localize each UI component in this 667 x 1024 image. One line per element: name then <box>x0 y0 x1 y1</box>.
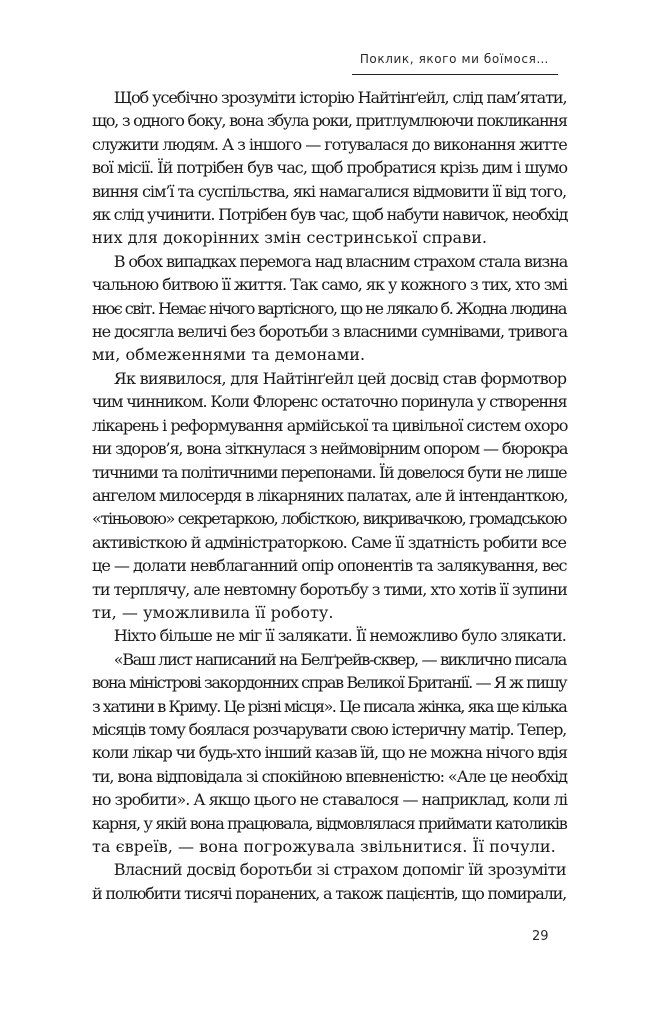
text-line: коли лікар чи будь-хто інший казав їй, що не можна нічого вдія <box>92 743 567 763</box>
text-line: «Ваш лист написаний на Белґрейв-сквер, — виклично писала <box>113 649 566 669</box>
text-line: вої місії. Їй потрібен був час, щоб пробратися крізь дим і шумо <box>92 158 568 178</box>
paragraph <box>92 858 566 905</box>
text-line: Щоб усебічно зрозуміти історію Найтінґейл, слід пам’ятати, <box>113 88 567 107</box>
text-line: що, з одного боку, вона збула роки, притлумлюючи покликання <box>92 111 567 131</box>
text-line: В обох випадках перемога над власним страхом стала визна <box>113 251 568 271</box>
text-line: вона міністрові закордонних справ Великої Британії. — Я ж пишу <box>92 673 567 693</box>
text-line: «тіньовою» секретаркою, лобісткою, викривачкою, громадською <box>92 509 566 529</box>
text-line: ми, обмеженнями та демонами. <box>92 345 366 365</box>
text-line: Як виявилося, для Найтінґейл цей досвід став формотвор <box>113 368 567 388</box>
paragraph <box>92 86 566 250</box>
text-line: Власний досвід боротьби зі страхом допоміг їй зрозуміти <box>113 860 566 880</box>
text-line: лікарень і реформування армійської та цивільної систем охоро <box>92 415 568 435</box>
running-head: Поклик, якого ми боїмося… <box>359 52 549 66</box>
text-line: ти терплячу, але невтомну боротьбу з тими, хто хотів її зупини <box>92 579 567 599</box>
text-line: чим чинником. Коли Флоренс остаточно поринула у створення <box>92 392 567 412</box>
text-line: ти, вона відповідала зі спокійною впевненістю: «Але це необхід <box>92 766 567 786</box>
text-line: ни здоров’я, вона зіткнулася з неймовірним опором — бюрокра <box>92 439 568 459</box>
text-line: це — долати невблаганний опір опонентів та залякування, вес <box>92 556 567 576</box>
text-line: виння сім’ї та суспільства, які намагалися відмовити її від того, <box>92 181 566 201</box>
text-line: но зробити». А якщо цього не ставалося — наприклад, коли лі <box>92 790 567 810</box>
text-line: чальною битвою її життя. Так само, як у кожного з тих, хто змі <box>92 275 567 295</box>
paragraph <box>92 367 566 624</box>
text-line: тичними та політичними перепонами. Їй довелося бути не лише <box>92 462 567 482</box>
text-line: карня, у якій вона працювала, відмовлялася приймати католиків <box>92 813 567 833</box>
text-line: активісткою й адміністраторкою. Саме її здатність робити все <box>92 532 566 552</box>
text-line: з хатини в Криму. Це різні місця». Це писала жінка, яка ще кілька <box>92 696 567 716</box>
text-line: й полюбити тисячі поранених, а також пацієнтів, що помирали, <box>92 883 566 903</box>
text-line: не досягла величі без боротьби з власними сумнівами, тривога <box>92 322 568 342</box>
paragraph <box>92 624 566 647</box>
text-line: та євреїв, — вона погрожувала звільнитися. Її почули. <box>92 837 556 856</box>
paragraph <box>92 250 566 367</box>
paragraph <box>92 648 566 859</box>
text-line: нює світ. Немає нічого вартісного, що не лякало б. Жодна людина <box>92 298 566 318</box>
text-line: місяців тому боялася розчарувати свою істеричну матір. Тепер, <box>92 719 567 739</box>
body-text <box>92 86 566 905</box>
text-line: служити людям. А з іншого — готувалася до виконання житте <box>92 134 567 154</box>
text-line: Ніхто більше не міг її залякати. Її неможливо було злякати. <box>113 626 566 646</box>
text-line: них для докорінних змін сестринської справи. <box>92 228 488 248</box>
text-line: ти, — уможливила її роботу. <box>92 602 334 622</box>
page-number: 29 <box>532 929 549 944</box>
text-line: як слід учинити. Потрібен був час, щоб набути навичок, необхід <box>92 205 568 225</box>
text-line: ангелом милосердя в лікарняних палатах, але й інтенданткою, <box>92 485 568 505</box>
header-divider <box>352 74 558 75</box>
